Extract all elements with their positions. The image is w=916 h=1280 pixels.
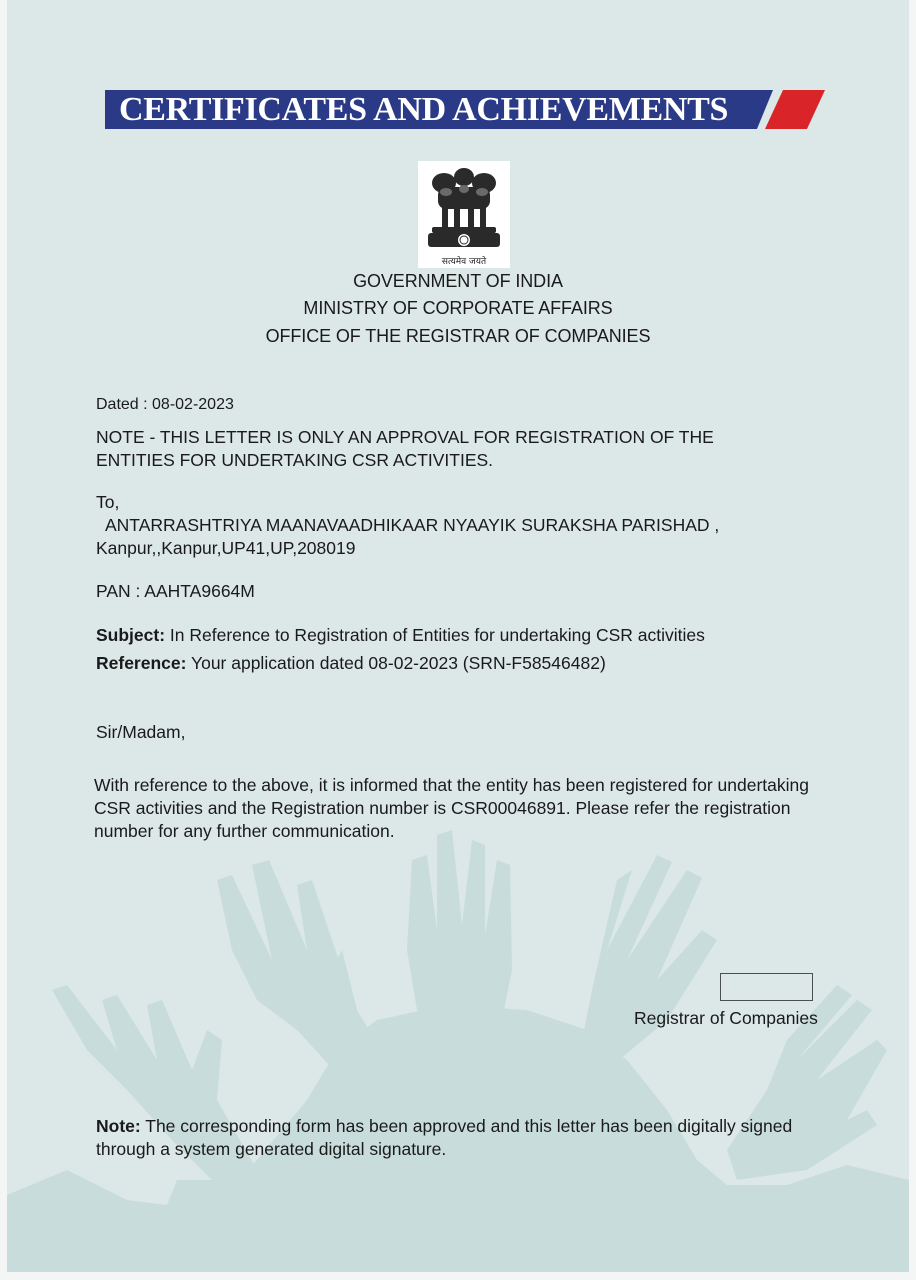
letter-salutation: Sir/Madam, bbox=[96, 722, 186, 742]
header-government: GOVERNMENT OF INDIA bbox=[353, 271, 563, 291]
footnote-line-2: through a system generated digital signature. bbox=[96, 1139, 447, 1159]
subject-label: Subject: bbox=[96, 625, 166, 645]
reference-label: Reference: bbox=[96, 653, 187, 673]
footnote-text: The corresponding form has been approved and this letter has been digitally signed bbox=[140, 1116, 793, 1136]
signatory-title: Registrar of Companies bbox=[634, 1008, 818, 1028]
letter-note-line-2: ENTITIES FOR UNDERTAKING CSR ACTIVITIES. bbox=[96, 450, 494, 470]
national-emblem bbox=[418, 161, 510, 268]
subject-text: In Reference to Registration of Entities for undertaking CSR activities bbox=[165, 625, 705, 645]
letter-date: Dated : 08-02-2023 bbox=[96, 396, 234, 413]
digital-signature-box bbox=[720, 973, 813, 1001]
letter-to-label: To, bbox=[96, 492, 120, 512]
certificates-banner bbox=[105, 90, 825, 129]
national-emblem-icon bbox=[418, 161, 510, 253]
letter-body-line-2: CSR activities and the Registration number is CSR00046891. Please refer the registration bbox=[94, 798, 791, 818]
letter-reference bbox=[96, 652, 606, 675]
recipient-address: Kanpur,,Kanpur,UP41,UP,208019 bbox=[96, 538, 356, 558]
letter-body-line-3: number for any further communication. bbox=[94, 821, 395, 841]
letter-body-line-1: With reference to the above, it is informed that the entity has been registered for undertaking bbox=[94, 775, 809, 795]
emblem-motto: सत्यमेव जयते bbox=[441, 257, 487, 267]
certificate-page bbox=[7, 0, 909, 1272]
footnote-line-1 bbox=[96, 1115, 792, 1138]
footnote-label: Note: bbox=[96, 1116, 141, 1136]
letter-subject bbox=[96, 624, 705, 647]
header-ministry: MINISTRY OF CORPORATE AFFAIRS bbox=[303, 298, 613, 318]
letter-note-line-1: NOTE - THIS LETTER IS ONLY AN APPROVAL FOR REGISTRATION OF THE bbox=[96, 427, 714, 447]
banner-title: CERTIFICATES AND ACHIEVEMENTS bbox=[119, 91, 729, 128]
recipient-pan: PAN : AAHTA9664M bbox=[96, 581, 255, 601]
header-office: OFFICE OF THE REGISTRAR OF COMPANIES bbox=[265, 326, 651, 346]
reference-text: Your application dated 08-02-2023 (SRN-F58546482) bbox=[186, 653, 606, 673]
recipient-name: ANTARRASHTRIYA MAANAVAADHIKAAR NYAAYIK SURAKSHA PARISHAD , bbox=[105, 515, 720, 535]
banner-red-accent bbox=[765, 90, 825, 129]
